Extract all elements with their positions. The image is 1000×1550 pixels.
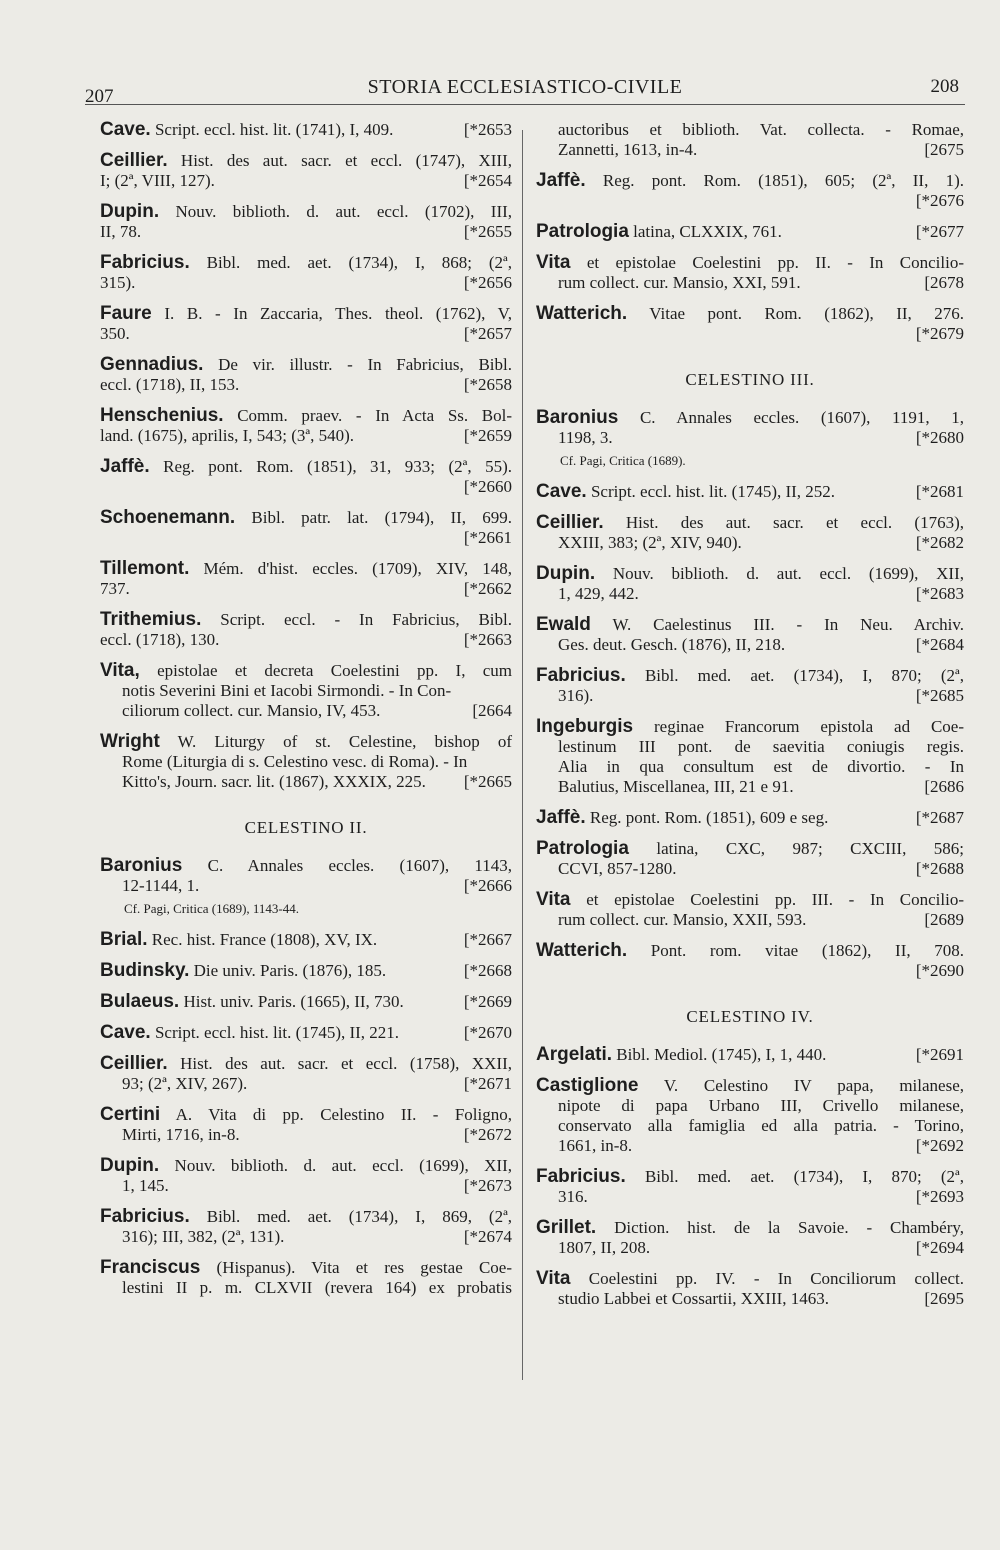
right-column	[536, 120, 964, 1320]
entry-number: [*2661	[463, 528, 512, 547]
entry-text: latina, CXC, 987; CXCIII, 586;	[656, 839, 964, 858]
entry-author: Cave.	[536, 481, 587, 502]
entry-author: Jaffè.	[100, 456, 150, 477]
entry-number: [*2691	[915, 1045, 964, 1064]
entry-text: 316).	[558, 686, 594, 705]
entry-text: Reg. pont. Rom. (1851), 31, 933; (2ª, 55).	[163, 457, 512, 476]
entry-text: Diction. hist. de la Savoie. - Chambéry,	[614, 1218, 964, 1237]
entry-text: 350.	[100, 324, 130, 343]
entry-text: lestinum III pont. de saevitia coniugis regis.	[558, 737, 964, 756]
entry-text: Hist. des aut. sacr. et eccl. (1747), XIII,	[180, 151, 512, 170]
entry-text: Zannetti, 1613, in-4.	[558, 140, 698, 159]
entry-number: [*2683	[915, 584, 964, 603]
bib-entry	[536, 890, 964, 930]
entry-number: [2664	[472, 701, 512, 720]
entry-text: rum collect. cur. Mansio, XXI, 591.	[558, 273, 801, 292]
entry-author: Castiglione	[536, 1075, 639, 1096]
entry-text: Reg. pont. Rom. (1851), 609 e seg.	[589, 808, 829, 827]
bib-entry	[100, 151, 512, 191]
entry-text: V. Celestino IV papa, milanese,	[663, 1076, 964, 1095]
entry-number: [*2659	[463, 426, 512, 445]
entry-text: Alia in qua consultum est de divortio. - In	[558, 757, 964, 776]
bib-entry	[536, 408, 964, 471]
entry-text: Hist. des aut. sacr. et eccl. (1763),	[625, 513, 965, 532]
page-header	[85, 70, 965, 105]
entry-author: Patrologia	[536, 838, 629, 859]
bib-entry	[536, 717, 964, 797]
bib-entry	[100, 961, 512, 981]
entry-text: Ges. deut. Gesch. (1876), II, 218.	[558, 635, 786, 654]
entry-number: [*2666	[463, 876, 512, 895]
entry-number: [*2670	[463, 1023, 512, 1042]
entry-author: Fabricius.	[100, 252, 190, 273]
entry-number: [*2681	[915, 482, 964, 501]
entry-text: Bibl. Mediol. (1745), I, 1, 440.	[616, 1045, 827, 1064]
entry-number: [2689	[924, 910, 964, 929]
entry-text: nipote di papa Urbano III, Crivello milanese,	[558, 1096, 964, 1115]
entry-author: Jaffè.	[536, 170, 586, 191]
entry-text: Reg. pont. Rom. (1851), 605; (2ª, II, 1).	[602, 171, 964, 190]
bib-entry	[536, 482, 964, 502]
bib-entry	[536, 1218, 964, 1258]
entry-text: et epistolae Coelestini pp. II. - In Concilio-	[586, 253, 964, 272]
entry-text: 316); III, 382, (2ª, 131).	[122, 1227, 285, 1246]
bib-entry	[536, 1045, 964, 1065]
entry-text: De vir. illustr. - In Fabricius, Bibl.	[218, 355, 512, 374]
entry-author: Franciscus	[100, 1257, 201, 1278]
bib-entry	[536, 513, 964, 553]
entry-author: Vita	[536, 1268, 571, 1289]
entry-author: Fabricius.	[536, 1166, 626, 1187]
entry-number: [*2677	[915, 222, 964, 241]
column-divider	[522, 130, 523, 1380]
entry-author: Ceillier.	[100, 1053, 168, 1074]
entry-author: Brial.	[100, 929, 148, 950]
bib-entry	[100, 1207, 512, 1247]
entry-text: Bibl. patr. lat. (1794), II, 699.	[251, 508, 513, 527]
entry-text: Script. eccl. - In Fabricius, Bibl.	[220, 610, 513, 629]
entry-number: [*2672	[463, 1125, 512, 1144]
entry-text: Bibl. med. aet. (1734), I, 870; (2ª,	[644, 1167, 964, 1186]
entry-text: I; (2ª, VIII, 127).	[100, 171, 215, 190]
entry-author: Certini	[100, 1104, 161, 1125]
entry-number: [2695	[924, 1289, 964, 1308]
entry-text: Script. eccl. hist. lit. (1745), II, 252.	[590, 482, 836, 501]
entry-number: [*2684	[915, 635, 964, 654]
entry-author: Cave.	[100, 119, 151, 140]
bib-entry	[100, 406, 512, 446]
entry-text: reginae Francorum epistola ad Coe-	[653, 717, 964, 736]
bib-entry	[100, 1105, 512, 1145]
left-column	[100, 120, 512, 1309]
entry-text: rum collect. cur. Mansio, XXII, 593.	[558, 910, 807, 929]
entry-number: [*2692	[915, 1136, 964, 1155]
entry-number: [2675	[924, 140, 964, 159]
entry-author: Dupin.	[536, 563, 596, 584]
entry-text: Balutius, Miscellanea, III, 21 e 91.	[558, 777, 794, 796]
entry-number: [*2679	[915, 324, 964, 343]
entry-number: [*2676	[915, 191, 964, 210]
bib-entry	[536, 1269, 964, 1309]
entry-author: Patrologia	[536, 221, 629, 242]
entry-text: 316.	[558, 1187, 588, 1206]
entry-text: II, 78.	[100, 222, 142, 241]
entry-number: [2678	[924, 273, 964, 292]
entry-number: [*2680	[915, 428, 964, 447]
entry-text: Script. eccl. hist. lit. (1745), II, 221.	[154, 1023, 400, 1042]
entry-text: Comm. praev. - In Acta Ss. Bol-	[237, 406, 513, 425]
entry-text: conservato alla famiglia ed alla patria. - Torino,	[558, 1116, 964, 1135]
bib-entry	[536, 839, 964, 879]
entry-text: 1807, II, 208.	[558, 1238, 651, 1257]
entry-number: [*2654	[463, 171, 512, 190]
entry-text: Mirti, 1716, in-8.	[122, 1125, 240, 1144]
section-heading: CELESTINO II.	[244, 818, 368, 837]
entry-text: land. (1675), aprilis, I, 543; (3ª, 540).	[100, 426, 354, 445]
entry-author: Vita,	[100, 660, 140, 681]
entry-author: Budinsky.	[100, 960, 190, 981]
entry-number: [*2667	[463, 930, 512, 949]
entry-text: et epistolae Coelestini pp. III. - In Concilio-	[586, 890, 964, 909]
page-number-right: 208	[930, 76, 959, 97]
bib-entry	[100, 457, 512, 497]
bib-entry	[100, 304, 512, 344]
entry-author: Ewald	[536, 614, 591, 635]
entry-author: Bulaeus.	[100, 991, 180, 1012]
entry-text: ciliorum collect. cur. Mansio, IV, 453.	[122, 701, 381, 720]
entry-author: Tillemont.	[100, 558, 190, 579]
bib-entry	[536, 1076, 964, 1156]
entry-author: Schoenemann.	[100, 507, 236, 528]
entry-number: [*2668	[463, 961, 512, 980]
entry-author: Trithemius.	[100, 609, 202, 630]
running-title: STORIA ECCLESIASTICO-CIVILE	[367, 76, 683, 98]
section-heading: CELESTINO IV.	[686, 1007, 814, 1026]
entry-text: latina, CLXXIX, 761.	[633, 222, 782, 241]
entry-text: Coelestini pp. IV. - In Conciliorum collect.	[588, 1269, 964, 1288]
bib-entry	[536, 222, 964, 242]
entry-text: XXIII, 383; (2ª, XIV, 940).	[558, 533, 742, 552]
bib-entry	[100, 120, 512, 140]
entry-author: Watterich.	[536, 303, 628, 324]
entry-number: [*2655	[463, 222, 512, 241]
bib-entry	[100, 661, 512, 721]
entry-text: Mém. d'hist. eccles. (1709), XIV, 148,	[203, 559, 512, 578]
entry-number: [*2669	[463, 992, 512, 1011]
entry-text: (Hispanus). Vita et res gestae Coe-	[216, 1258, 513, 1277]
entry-author: Fabricius.	[100, 1206, 190, 1227]
entry-text: Nouv. biblioth. d. aut. eccl. (1699), XII,	[612, 564, 964, 583]
bib-entry	[100, 355, 512, 395]
entry-number: [*2693	[915, 1187, 964, 1206]
entry-text: Bibl. med. aet. (1734), I, 870; (2ª,	[644, 666, 964, 685]
cross-reference: Cf. Pagi, Critica (1689), 1143-44.	[124, 901, 299, 916]
bib-entry	[100, 1156, 512, 1196]
entry-number: [*2688	[915, 859, 964, 878]
bib-entry	[100, 732, 512, 792]
entry-author: Vita	[536, 252, 571, 273]
entry-text: Bibl. med. aet. (1734), I, 868; (2ª,	[206, 253, 512, 272]
entry-text: auctoribus et biblioth. Vat. collecta. - Romae,	[558, 120, 964, 139]
entry-text: 1661, in-8.	[558, 1136, 633, 1155]
bib-entry	[536, 615, 964, 655]
entry-number: [2686	[924, 777, 964, 796]
entry-number: [*2665	[463, 772, 512, 791]
bib-entry	[100, 202, 512, 242]
entry-text: 1, 429, 442.	[558, 584, 639, 603]
entry-text: Die univ. Paris. (1876), 185.	[193, 961, 387, 980]
entry-author: Dupin.	[100, 1155, 160, 1176]
entry-text: Nouv. biblioth. d. aut. eccl. (1702), III,	[175, 202, 513, 221]
entry-text: 1198, 3.	[558, 428, 613, 447]
entry-author: Faure	[100, 303, 152, 324]
entry-author: Grillet.	[536, 1217, 597, 1238]
bib-entry	[100, 930, 512, 950]
entry-text: Kitto's, Journ. sacr. lit. (1867), XXXIX, 225.	[122, 772, 426, 791]
bib-entry	[536, 941, 964, 981]
entry-text: CCVI, 857-1280.	[558, 859, 677, 878]
entry-author: Jaffè.	[536, 807, 586, 828]
bib-entry	[100, 1023, 512, 1043]
entry-number: [*2687	[915, 808, 964, 827]
entry-author: Baronius	[100, 855, 183, 876]
entry-text: Rome (Liturgia di s. Celestino vesc. di Roma). - In	[122, 752, 468, 771]
entry-author: Watterich.	[536, 940, 628, 961]
entry-author: Cave.	[100, 1022, 151, 1043]
entry-text: 93; (2ª, XIV, 267).	[122, 1074, 248, 1093]
bib-entry	[536, 564, 964, 604]
entry-author: Dupin.	[100, 201, 160, 222]
entry-text: Hist. des aut. sacr. et eccl. (1758), XXII,	[180, 1054, 512, 1073]
cross-reference: Cf. Pagi, Critica (1689).	[560, 453, 686, 468]
entry-text: 315).	[100, 273, 136, 292]
entry-author: Argelati.	[536, 1044, 613, 1065]
entry-author: Vita	[536, 889, 571, 910]
entry-number: [*2658	[463, 375, 512, 394]
entry-text: Nouv. biblioth. d. aut. eccl. (1699), XII,	[174, 1156, 512, 1175]
bib-entry	[536, 304, 964, 344]
entry-number: [*2653	[463, 120, 512, 139]
entry-text: C. Annales eccles. (1607), 1143,	[207, 856, 512, 875]
bib-entry	[536, 1167, 964, 1207]
entry-text: 737.	[100, 579, 130, 598]
page-number-left: 207	[85, 86, 114, 107]
entry-text: W. Caelestinus III. - In Neu. Archiv.	[612, 615, 964, 634]
entry-number: [*2660	[463, 477, 512, 496]
entry-text: studio Labbei et Cossartii, XXIII, 1463.	[558, 1289, 830, 1308]
entry-number: [*2690	[915, 961, 964, 980]
entry-number: [*2663	[463, 630, 512, 649]
bib-entry	[536, 120, 964, 160]
entry-number: [*2671	[463, 1074, 512, 1093]
bib-entry	[100, 610, 512, 650]
bib-entry	[100, 856, 512, 919]
entry-number: [*2657	[463, 324, 512, 343]
entry-number: [*2685	[915, 686, 964, 705]
entry-text: 12-1144, 1.	[122, 876, 200, 895]
entry-number: [*2656	[463, 273, 512, 292]
entry-text: Hist. univ. Paris. (1665), II, 730.	[183, 992, 404, 1011]
entry-text: C. Annales eccles. (1607), 1191, 1,	[639, 408, 964, 427]
entry-text: A. Vita di pp. Celestino II. - Foligno,	[175, 1105, 512, 1124]
bib-entry	[100, 1054, 512, 1094]
bib-entry	[536, 171, 964, 211]
bib-entry	[100, 253, 512, 293]
entry-author: Wright	[100, 731, 160, 752]
entry-author: Fabricius.	[536, 665, 626, 686]
entry-author: Ceillier.	[100, 150, 168, 171]
entry-text: Bibl. med. aet. (1734), I, 869, (2ª,	[206, 1207, 513, 1226]
entry-text: notis Severini Bini et Iacobi Sirmondi. - In Con-	[122, 681, 452, 700]
entry-text: Script. eccl. hist. lit. (1741), I, 409.	[154, 120, 394, 139]
entry-text: Vitae pont. Rom. (1862), II, 276.	[649, 304, 964, 323]
bib-entry	[536, 253, 964, 293]
entry-author: Gennadius.	[100, 354, 204, 375]
entry-number: [*2682	[915, 533, 964, 552]
bib-entry	[100, 559, 512, 599]
entry-author: Baronius	[536, 407, 619, 428]
bib-entry	[536, 808, 964, 828]
entry-author: Henschenius.	[100, 405, 224, 426]
entry-author: Ingeburgis	[536, 716, 634, 737]
entry-text: epistolae et decreta Coelestini pp. I, cum	[157, 661, 513, 680]
bib-entry	[100, 992, 512, 1012]
bib-entry	[536, 666, 964, 706]
entry-text: Pont. rom. vitae (1862), II, 708.	[650, 941, 965, 960]
entry-text: eccl. (1718), 130.	[100, 630, 220, 649]
entry-number: [*2694	[915, 1238, 964, 1257]
bib-entry	[100, 508, 512, 548]
entry-text: W. Liturgy of st. Celestine, bishop of	[177, 732, 512, 751]
entry-text: Rec. hist. France (1808), XV, IX.	[151, 930, 378, 949]
entry-number: [*2674	[463, 1227, 512, 1246]
entry-number: [*2673	[463, 1176, 512, 1195]
entry-author: Ceillier.	[536, 512, 604, 533]
entry-text: I. B. - In Zaccaria, Thes. theol. (1762), V,	[164, 304, 512, 323]
bib-entry	[100, 1258, 512, 1298]
entry-number: [*2662	[463, 579, 512, 598]
entry-text: lestini II p. m. CLXVII (revera 164) ex probatis	[122, 1278, 512, 1297]
entry-text: eccl. (1718), II, 153.	[100, 375, 240, 394]
section-heading: CELESTINO III.	[685, 370, 815, 389]
entry-text: 1, 145.	[122, 1176, 169, 1195]
